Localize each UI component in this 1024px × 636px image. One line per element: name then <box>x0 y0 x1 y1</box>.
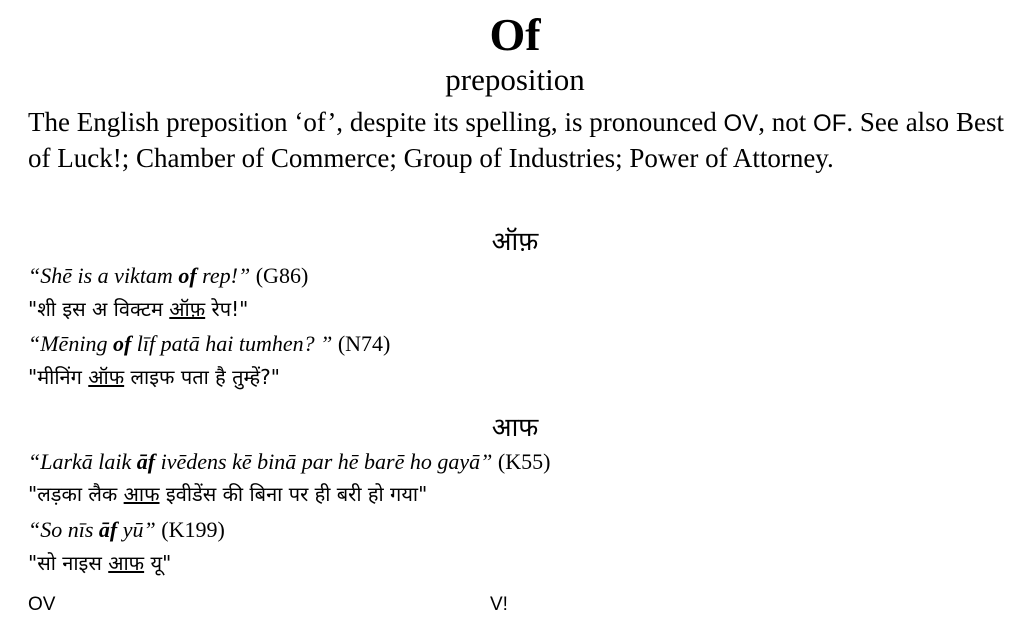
example-quote <box>28 449 550 475</box>
dev-before: "सो नाइस <box>28 551 109 575</box>
quote-before: “Larkā laik <box>28 449 137 474</box>
dev-underlined-word: आफ <box>123 482 160 506</box>
dev-underlined-word: ऑफ <box>88 365 125 389</box>
dev-after: रेप!" <box>205 297 249 321</box>
quote-after: ivēdens kē binā par hē barē ho gayā” <box>155 449 493 474</box>
quote-bold: of <box>112 331 132 356</box>
description-text-c: . See also Best of Luck!; Chamber of Commerce; Group of Industries; Power of Attorney. <box>28 107 1004 173</box>
example-quote <box>28 331 390 357</box>
example-devanagari <box>28 480 427 507</box>
pronunciation-of: OF <box>813 110 847 137</box>
dev-after: इवीडेंस की बिना पर ही बरी हो गया" <box>159 482 428 506</box>
dev-after: लाइफ पता है तुम्हें?" <box>124 365 280 389</box>
quote-before: “Shē is a viktam <box>28 263 179 288</box>
dev-before: "मीनिंग <box>28 365 89 389</box>
quote-source: (N74) <box>332 331 391 356</box>
quote-bold: āf <box>98 517 118 542</box>
footer-right-text: V! <box>490 594 508 615</box>
quote-after: yū” <box>117 517 156 542</box>
footer-left-text: OV <box>28 594 56 615</box>
example-quote <box>28 517 225 543</box>
quote-after: rep!” <box>196 263 251 288</box>
example-devanagari <box>28 549 171 576</box>
pronunciation-ov: OV <box>723 110 759 137</box>
quote-bold: of <box>178 263 197 288</box>
example-quote <box>28 263 308 289</box>
dev-underlined-word: ऑफ़ <box>169 297 206 321</box>
dev-after: यू" <box>144 551 172 575</box>
quote-source: (K55) <box>492 449 551 474</box>
part-of-speech: preposition <box>445 62 585 97</box>
quote-before: “Mēning <box>28 331 113 356</box>
dev-before: "लड़का लैक <box>28 482 124 506</box>
example-devanagari <box>28 295 248 322</box>
quote-after: līf patā hai tumhen? ” <box>131 331 333 356</box>
entry-description <box>28 105 1004 176</box>
description-text-b: , not <box>758 107 814 137</box>
quote-source: (G86) <box>250 263 309 288</box>
quote-source: (K199) <box>155 517 225 542</box>
section-heading-aaf: आफ <box>491 413 539 443</box>
example-devanagari <box>28 363 280 390</box>
section-heading-off: ऑफ़ <box>491 227 539 257</box>
quote-before: “So nīs <box>28 517 99 542</box>
dev-underlined-word: आफ <box>108 551 145 575</box>
quote-bold: āf <box>136 449 156 474</box>
entry-title: Of <box>489 9 541 60</box>
description-text-a: The English preposition ‘of’, despite its spelling, is pronounced <box>28 107 724 137</box>
dev-before: "शी इस अ विक्टम <box>28 297 170 321</box>
